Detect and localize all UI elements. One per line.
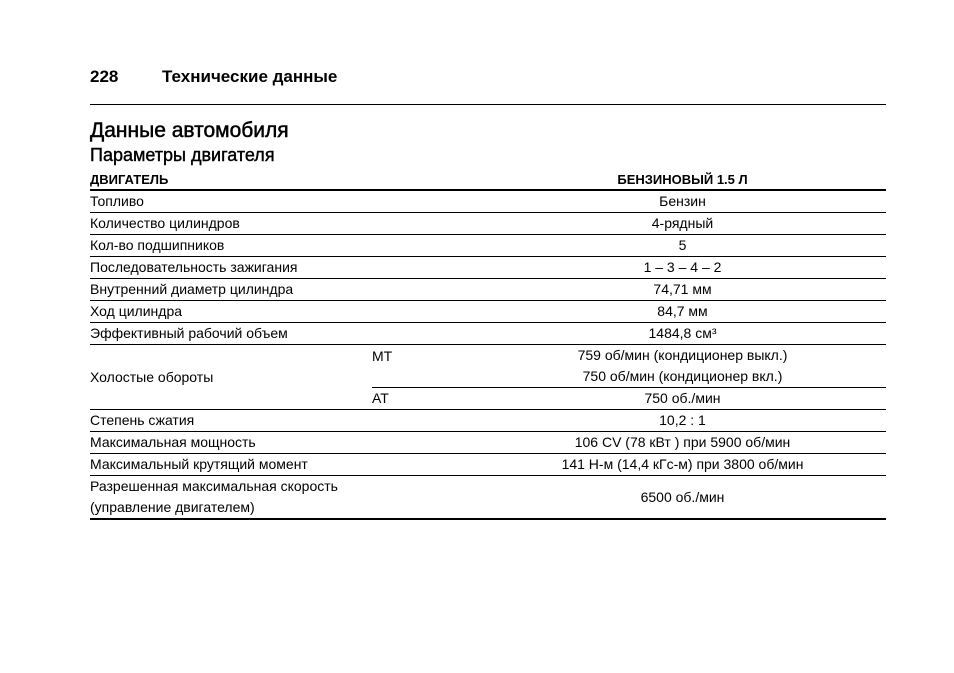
idle-mt-value-ac-off: 759 об/мин (кондиционер выкл.) — [577, 347, 788, 363]
max-speed-label-line1: Разрешенная максимальная скорость — [90, 478, 338, 494]
row-value: 1 – 3 – 4 – 2 — [479, 257, 886, 279]
idle-mt-value-ac-on: 750 об/мин (кондиционер вкл.) — [582, 368, 783, 384]
table-header-row — [90, 170, 886, 190]
max-speed-label — [90, 476, 479, 520]
idle-mt-value — [479, 345, 886, 388]
table-row — [90, 190, 886, 213]
table-row — [90, 432, 886, 454]
idle-speed-label: Холостые обороты — [90, 345, 372, 410]
column-header-value: БЕНЗИНОВЫЙ 1.5 Л — [479, 170, 886, 190]
max-speed-label-line2: (управление двигателем) — [90, 499, 255, 515]
row-label: Топливо — [90, 190, 479, 213]
row-value: 141 Н-м (14,4 кГс-м) при 3800 об/мин — [479, 454, 886, 476]
row-value: 4-рядный — [479, 213, 886, 235]
page-header — [90, 67, 337, 87]
table-row — [90, 410, 886, 432]
row-value: 5 — [479, 235, 886, 257]
table-row — [90, 279, 886, 301]
row-label: Ход цилиндра — [90, 301, 479, 323]
table-row-max-speed — [90, 476, 886, 520]
chapter-title: Технические данные — [162, 67, 338, 86]
table-row — [90, 323, 886, 345]
table-row — [90, 301, 886, 323]
max-speed-value: 6500 об./мин — [479, 476, 886, 520]
page-number: 228 — [90, 67, 119, 86]
row-label: Внутренний диаметр цилиндра — [90, 279, 479, 301]
row-value: 1484,8 см³ — [479, 323, 886, 345]
row-label: Эффективный рабочий объем — [90, 323, 479, 345]
table-row — [90, 213, 886, 235]
idle-at-label: АТ — [372, 388, 479, 410]
row-value: 10,2 : 1 — [479, 410, 886, 432]
row-label: Кол-во подшипников — [90, 235, 479, 257]
row-label: Степень сжатия — [90, 410, 479, 432]
row-label: Последовательность зажигания — [90, 257, 479, 279]
idle-mt-label: МТ — [372, 345, 479, 388]
column-header-engine: ДВИГАТЕЛЬ — [90, 170, 479, 190]
row-label: Максимальная мощность — [90, 432, 479, 454]
table-row — [90, 257, 886, 279]
table-row — [90, 454, 886, 476]
engine-spec-table — [90, 170, 886, 520]
table-row — [90, 235, 886, 257]
row-value: 74,71 мм — [479, 279, 886, 301]
row-label: Количество цилиндров — [90, 213, 479, 235]
table-row-idle-mt — [90, 345, 886, 388]
row-label: Максимальный крутящий момент — [90, 454, 479, 476]
row-value: 84,7 мм — [479, 301, 886, 323]
row-value: Бензин — [479, 190, 886, 213]
row-value: 106 CV (78 кВт ) при 5900 об/мин — [479, 432, 886, 454]
subsection-title: Параметры двигателя — [90, 145, 275, 165]
section-title: Данные автомобиля — [90, 119, 289, 142]
header-divider — [90, 104, 886, 105]
idle-at-value: 750 об./мин — [479, 388, 886, 410]
